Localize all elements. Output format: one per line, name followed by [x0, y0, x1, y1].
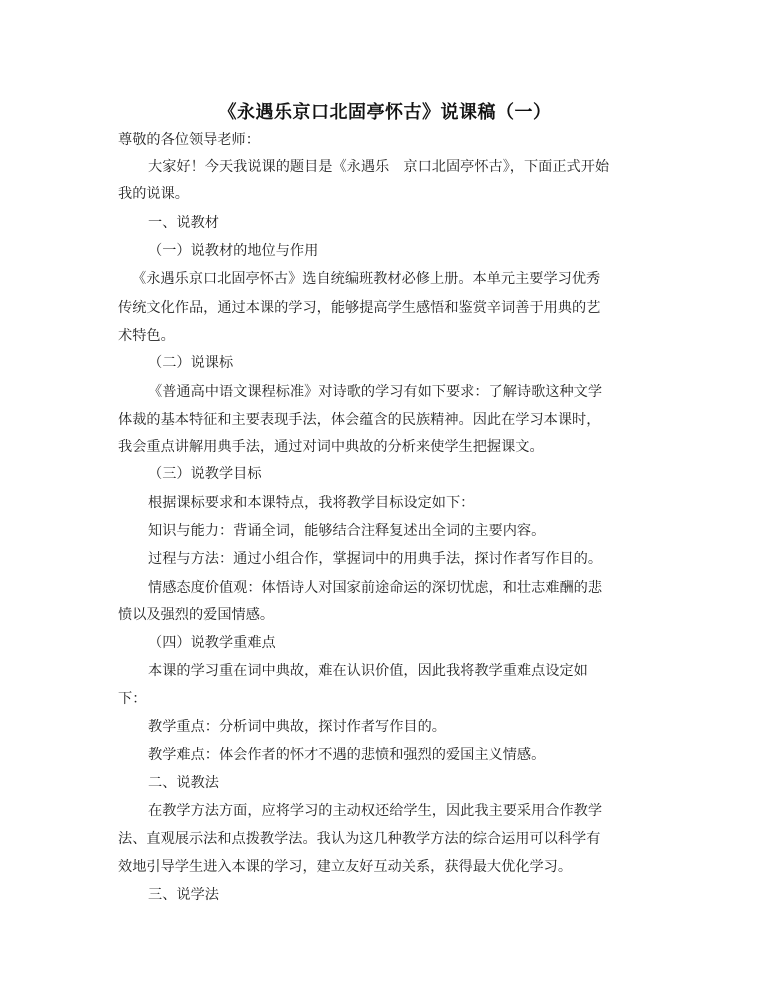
- subsection-heading: （二）说课标: [148, 355, 234, 371]
- paragraph-line: 效地引导学生进入本课的学习，建立友好互动关系，获得最大优化学习。: [118, 859, 573, 875]
- subsection-heading: （三）说教学目标: [148, 466, 262, 482]
- paragraph-line: 法、直观展示法和点拨教学法。我认为这几种教学方法的综合运用可以科学有: [118, 831, 601, 847]
- paragraph-line: 体裁的基本特征和主要表现手法，体会蕴含的民族精神。因此在学习本课时，: [118, 412, 601, 428]
- paragraph-line: 传统文化作品，通过本课的学习，能够提高学生感悟和鉴赏辛词善于用典的艺: [118, 300, 601, 316]
- section-heading: 二、说教法: [148, 775, 219, 791]
- paragraph-line: 愤以及强烈的爱国情感。: [118, 607, 275, 623]
- paragraph-line: 教学重点：分析词中典故，探讨作者写作目的。: [148, 719, 446, 735]
- subsection-heading: （一）说教材的地位与作用: [148, 243, 319, 259]
- paragraph-line: 知识与能力：背诵全词，能够结合注释复述出全词的主要内容。: [148, 523, 546, 539]
- paragraph-line: 我的说课。: [118, 186, 189, 202]
- paragraph-line: 大家好！今天我说课的题目是《永遇乐 京口北固亭怀古》，下面正式开始: [148, 159, 610, 175]
- paragraph-line: 《普通高中语文课程标准》对诗歌的学习有如下要求：了解诗歌这种文学: [148, 384, 603, 400]
- document-title: 《永遇乐京口北固亭怀古》说课稿（一）: [218, 102, 552, 123]
- paragraph-line: 根据课标要求和本课特点，我将教学目标设定如下：: [148, 495, 475, 511]
- paragraph-line: 教学难点：体会作者的怀才不遇的悲愤和强烈的爱国主义情感。: [148, 747, 546, 763]
- paragraph-line: 《永遇乐京口北固亭怀古》选自统编班教材必修上册。本单元主要学习优秀: [132, 271, 601, 287]
- subsection-heading: （四）说教学重难点: [148, 635, 276, 651]
- paragraph-line: 本课的学习重在词中典故，难在认识价值，因此我将教学重难点设定如: [148, 663, 588, 679]
- paragraph-line: 在教学方法方面，应将学习的主动权还给学生，因此我主要采用合作教学: [148, 803, 603, 819]
- paragraph-line: 情感态度价值观：体悟诗人对国家前途命运的深切忧虑，和壮志难酬的悲: [148, 580, 603, 596]
- salutation: 尊敬的各位领导老师：: [118, 132, 260, 148]
- paragraph-line: 我会重点讲解用典手法，通过对词中典故的分析来使学生把握课文。: [118, 439, 544, 455]
- paragraph-line: 下：: [118, 691, 147, 707]
- paragraph-line: 术特色。: [118, 328, 175, 344]
- section-heading: 一、说教材: [148, 215, 219, 231]
- paragraph-line: 过程与方法：通过小组合作，掌握词中的用典手法，探讨作者写作目的。: [148, 551, 603, 567]
- section-heading: 三、说学法: [148, 887, 219, 903]
